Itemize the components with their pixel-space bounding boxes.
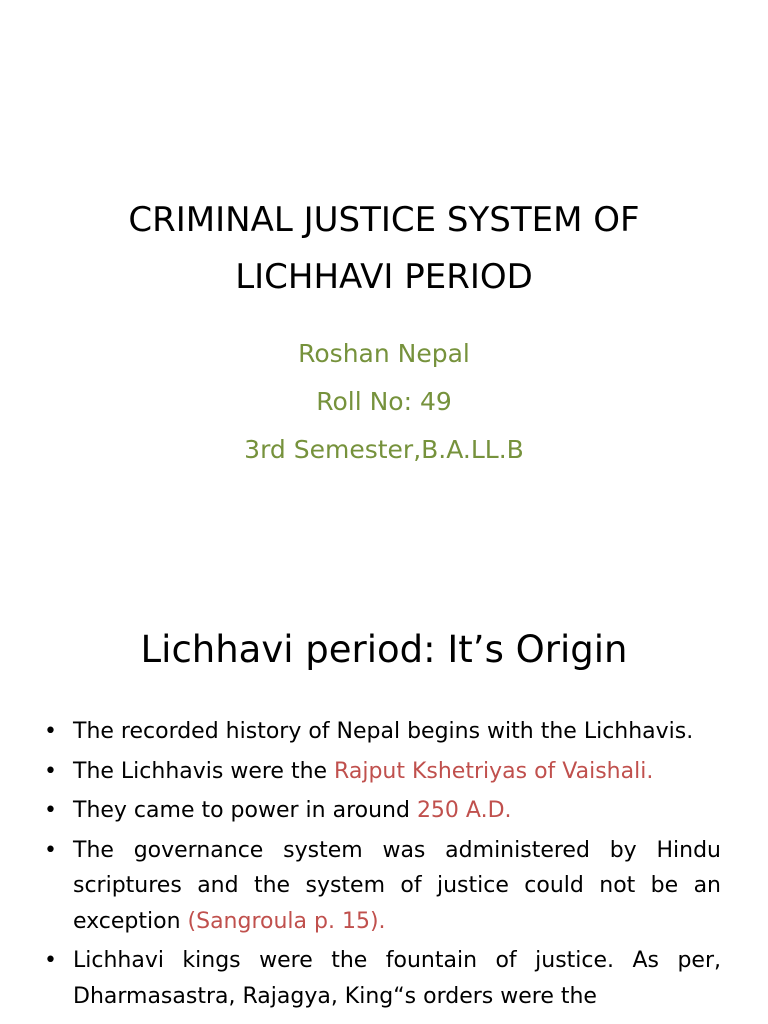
title-line-2: LICHHAVI PERIOD bbox=[235, 257, 533, 297]
slide-title: Lichhavi period: It’s Origin bbox=[140, 628, 628, 671]
slide-subtitle bbox=[0, 330, 768, 474]
list-item: • They came to power in around 250 A.D. bbox=[0, 793, 768, 829]
list-item: • The recorded history of Nepal begins with the Lichhavis. bbox=[0, 714, 768, 750]
title-line-1: CRIMINAL JUSTICE SYSTEM OF bbox=[128, 200, 640, 240]
bullet-list bbox=[0, 714, 768, 1018]
bullet-icon: • bbox=[44, 837, 57, 863]
roll-number: Roll No: 49 bbox=[316, 387, 452, 416]
origin-slide bbox=[0, 576, 768, 1024]
slide-title bbox=[0, 192, 768, 306]
highlight-text: Rajput Kshetriyas of Vaishali. bbox=[334, 758, 654, 784]
bullet-icon: • bbox=[44, 948, 57, 973]
semester: 3rd Semester,B.A.LL.B bbox=[244, 435, 524, 464]
citation-text: (Sangroula p. 15). bbox=[187, 908, 386, 934]
author-name: Roshan Nepal bbox=[298, 339, 470, 368]
list-item: • The Lichhavis were the Rajput Kshetriyas of Vaishali. bbox=[0, 754, 768, 790]
bullet-icon: • bbox=[44, 719, 57, 744]
list-item: • The governance system was administered by Hindu scriptures and the system of justice could not be an exception (Sangroula p. 15). bbox=[0, 833, 768, 940]
bullet-icon: • bbox=[44, 758, 57, 784]
highlight-text: 250 A.D. bbox=[416, 798, 512, 823]
list-item: • Lichhavi kings were the fountain of justice. As per, Dharmasastra, Rajagya, King“s orders were the bbox=[0, 943, 768, 1014]
bullet-icon: • bbox=[44, 798, 57, 823]
